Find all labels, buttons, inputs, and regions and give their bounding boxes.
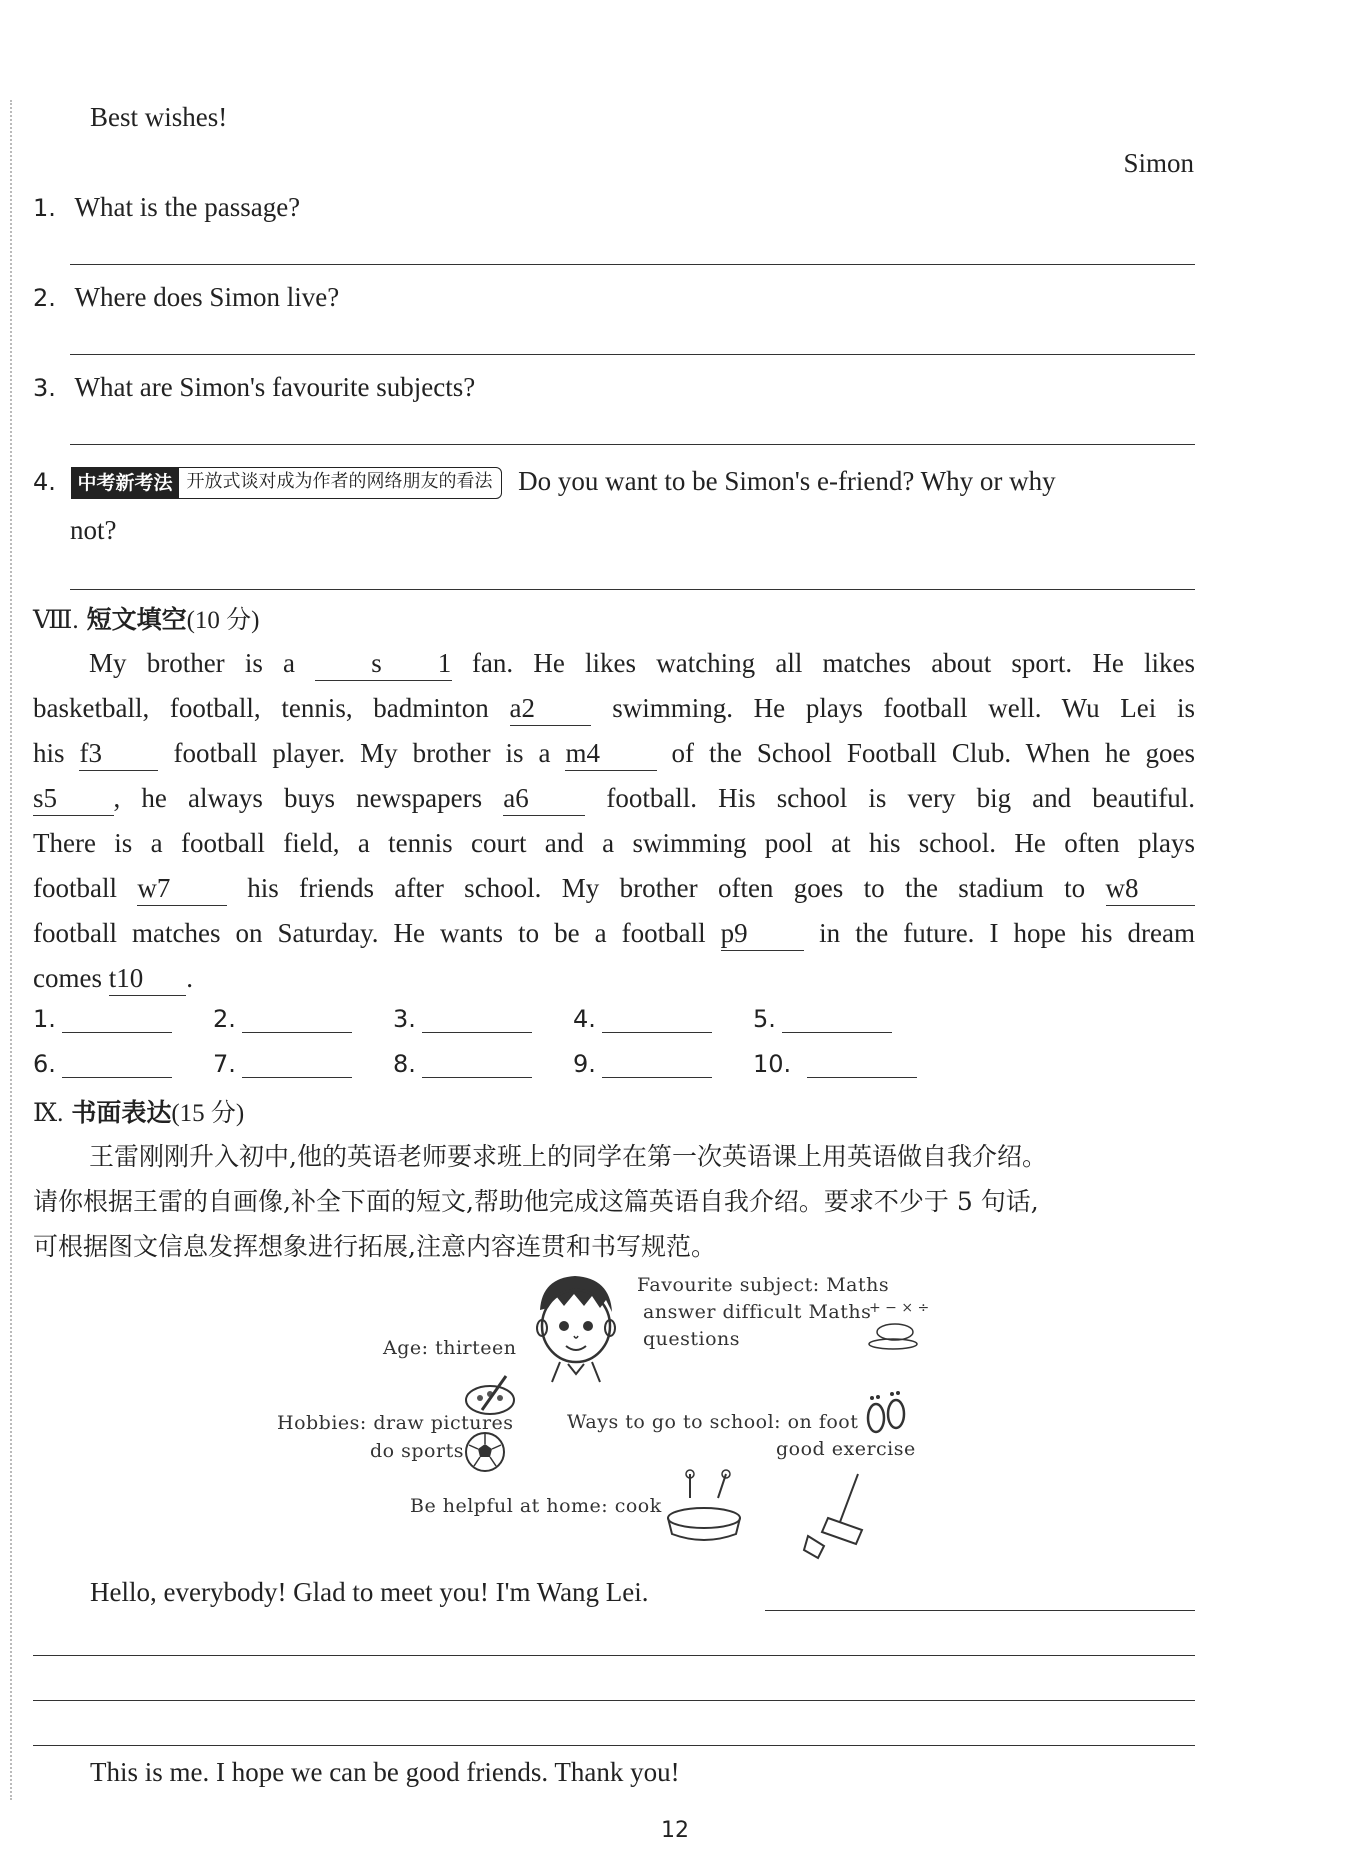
answer-label: 1. <box>33 1005 56 1033</box>
blank-number: 3 <box>88 738 102 768</box>
question-4-continued: not? <box>70 515 117 545</box>
cloze-answer-7 <box>213 1050 352 1078</box>
cloze-row <box>33 776 1195 821</box>
cooking-pot-icon <box>660 1468 750 1548</box>
question-2: 2. Where does Simon live? <box>33 282 340 312</box>
cloze-row <box>33 686 1195 731</box>
blank-initial-letter: f <box>79 738 89 768</box>
cloze-answer-10 <box>753 1050 917 1078</box>
blank-initial-letter: a <box>509 693 522 723</box>
answer-blank[interactable] <box>62 1051 172 1078</box>
letter-closing: Best wishes! <box>90 102 228 132</box>
cloze-text: My brother is a <box>89 648 316 678</box>
cloze-text: swimming. He plays football well. Wu Lei is <box>591 693 1195 723</box>
page-number: 12 <box>661 1818 689 1843</box>
cloze-text: in the future. I hope his dream <box>804 918 1195 948</box>
answer-label: 10. <box>753 1050 792 1078</box>
cloze-blank-2[interactable] <box>510 691 592 726</box>
tag-light-label: 开放式谈对成为作者的网络朋友的看法 <box>186 470 493 492</box>
thinking-cloud-icon <box>863 1298 943 1350</box>
answer-blank[interactable] <box>807 1051 917 1078</box>
instruction-line-2: 请你根据王雷的自画像,补全下面的短文,帮助他完成这篇英语自我介绍。要求不少于 5 句话, <box>33 1187 1039 1216</box>
instruction-line-3: 可根据图文信息发挥想象进行拓展,注意内容连贯和书写规范。 <box>33 1232 716 1261</box>
writing-line-1[interactable] <box>33 1655 1195 1656</box>
blank-number: 5 <box>43 783 58 813</box>
cloze-answer-9 <box>573 1050 712 1078</box>
broom-dustpan-icon <box>800 1470 880 1560</box>
writing-closing: This is me. I hope we can be good friends. Thank you! <box>90 1757 680 1787</box>
football-icon <box>463 1430 507 1474</box>
answer-blank[interactable] <box>422 1051 532 1078</box>
writing-opening: Hello, everybody! Glad to meet you! I'm Wang Lei. <box>90 1577 649 1607</box>
label-ways-2: good exercise <box>776 1438 916 1460</box>
answer-line-4[interactable] <box>70 589 1195 590</box>
answer-label: 4. <box>573 1005 596 1033</box>
cloze-row <box>33 911 1195 956</box>
cloze-text: football player. My brother is a <box>158 738 566 768</box>
label-subject-1: Favourite subject: Maths <box>637 1274 890 1296</box>
label-hobbies-1: Hobbies: draw pictures <box>277 1412 514 1434</box>
cloze-answer-1 <box>33 1005 172 1033</box>
writing-instructions <box>33 1134 1195 1269</box>
answer-line-3[interactable] <box>70 444 1195 445</box>
answer-label: 7. <box>213 1050 236 1078</box>
cloze-text: , he always buys newspapers <box>113 783 504 813</box>
blank-number: 6 <box>515 783 529 813</box>
answer-label: 8. <box>393 1050 416 1078</box>
cloze-blank-6[interactable] <box>503 781 585 816</box>
cloze-text: . <box>186 963 193 993</box>
blank-number: 7 <box>156 873 171 903</box>
label-age: Age: thirteen <box>383 1337 517 1359</box>
blank-number: 4 <box>586 738 600 768</box>
label-helpful: Be helpful at home: cook <box>410 1495 662 1517</box>
blank-initial-letter: m <box>565 738 587 768</box>
cloze-row <box>33 641 1195 686</box>
cloze-answer-6 <box>33 1050 172 1078</box>
answer-blank[interactable] <box>782 1006 892 1033</box>
cloze-text: football matches on Saturday. He wants to be a football <box>33 918 721 948</box>
self-portrait-illustration <box>260 1270 960 1570</box>
blank-initial-letter: s <box>371 648 382 678</box>
cloze-blank-4[interactable] <box>565 736 656 771</box>
cloze-passage <box>33 641 1195 1001</box>
answer-label: 5. <box>753 1005 776 1033</box>
cloze-answer-8 <box>393 1050 532 1078</box>
blank-initial-letter: w <box>1105 873 1126 903</box>
answer-label: 3. <box>393 1005 416 1033</box>
answer-label: 9. <box>573 1050 596 1078</box>
cloze-blank-5[interactable] <box>33 781 114 816</box>
instruction-line-1: 王雷刚刚升入初中,他的英语老师要求班上的同学在第一次英语课上用英语做自我介绍。 <box>89 1142 1047 1171</box>
blank-initial-letter: p <box>720 918 735 948</box>
answer-line-1[interactable] <box>70 264 1195 265</box>
binding-margin <box>10 100 12 1800</box>
cloze-row <box>33 821 1195 866</box>
question-1: 1. What is the passage? <box>33 192 301 222</box>
cloze-row <box>33 866 1195 911</box>
cloze-row <box>33 956 1195 1001</box>
question-4: 4. 中考新考法 开放式谈对成为作者的网络朋友的看法 Do you want to be Simon's e-friend? Why or why <box>33 461 1056 502</box>
footprints-icon <box>860 1388 910 1438</box>
cloze-answer-4 <box>573 1005 712 1033</box>
answer-label: 6. <box>33 1050 56 1078</box>
answer-line-2[interactable] <box>70 354 1195 355</box>
cloze-blank-7[interactable] <box>137 871 227 906</box>
blank-initial-letter: w <box>137 873 157 903</box>
svg-text:+ − × ÷: + − × ÷ <box>869 1300 930 1316</box>
cloze-answer-3 <box>393 1005 532 1033</box>
cloze-blank-8[interactable] <box>1106 871 1196 906</box>
answer-blank[interactable] <box>242 1051 352 1078</box>
letter-signature: Simon <box>1123 148 1194 178</box>
cloze-row <box>33 731 1195 776</box>
blank-number: 2 <box>521 693 535 723</box>
cloze-text: football. His school is very big and beautiful. <box>585 783 1195 813</box>
blank-number: 1 <box>437 648 452 678</box>
answer-label: 2. <box>213 1005 236 1033</box>
blank-number: 9 <box>734 918 748 948</box>
cloze-answer-5 <box>753 1005 892 1033</box>
answer-blank[interactable] <box>242 1006 352 1033</box>
cloze-text: comes <box>33 963 109 993</box>
answer-blank[interactable] <box>422 1006 532 1033</box>
blank-initial-letter: a <box>503 783 516 813</box>
blank-initial-letter: s <box>33 783 44 813</box>
cloze-blank-1[interactable] <box>315 646 452 681</box>
cloze-blank-3[interactable] <box>79 736 158 771</box>
cloze-text: There is a football field, a tennis court and a swimming pool at his school. He often plays <box>33 828 1195 858</box>
writing-line-2[interactable] <box>33 1700 1195 1701</box>
answer-blank[interactable] <box>602 1006 712 1033</box>
label-subject-2: answer difficult Maths <box>643 1301 872 1323</box>
tag-dark-label: 中考新考法 <box>72 468 179 498</box>
blank-number: 8 <box>1125 873 1139 903</box>
blank-number: 10 <box>116 963 144 993</box>
cloze-text: fan. He likes watching all matches about sport. He likes <box>451 648 1195 678</box>
answer-blank[interactable] <box>602 1051 712 1078</box>
cloze-text: basketball, football, tennis, badminton <box>33 693 510 723</box>
cloze-blank-10[interactable] <box>109 961 187 996</box>
cloze-text: his friends after school. My brother often goes to the stadium to <box>226 873 1106 903</box>
blank-initial-letter: t <box>108 963 117 993</box>
answer-blank[interactable] <box>62 1006 172 1033</box>
section-8-heading: Ⅷ. 短文填空(10 分) <box>33 605 260 634</box>
writing-line-3[interactable] <box>33 1745 1195 1746</box>
new-exam-tag <box>71 467 502 499</box>
boy-portrait-icon <box>530 1270 620 1390</box>
label-ways-1: Ways to go to school: on foot <box>567 1411 859 1433</box>
cloze-blank-9[interactable] <box>721 916 805 951</box>
cloze-text: his <box>33 738 80 768</box>
label-hobbies-2: do sports <box>370 1440 464 1462</box>
label-subject-3: questions <box>643 1328 741 1350</box>
cloze-text: of the School Football Club. When he goes <box>656 738 1195 768</box>
cloze-text: football <box>33 873 138 903</box>
section-9-heading: Ⅸ. 书面表达(15 分) <box>33 1098 245 1127</box>
cloze-answer-2 <box>213 1005 352 1033</box>
writing-line-0[interactable] <box>765 1610 1195 1611</box>
question-3: 3. What are Simon's favourite subjects? <box>33 372 476 402</box>
